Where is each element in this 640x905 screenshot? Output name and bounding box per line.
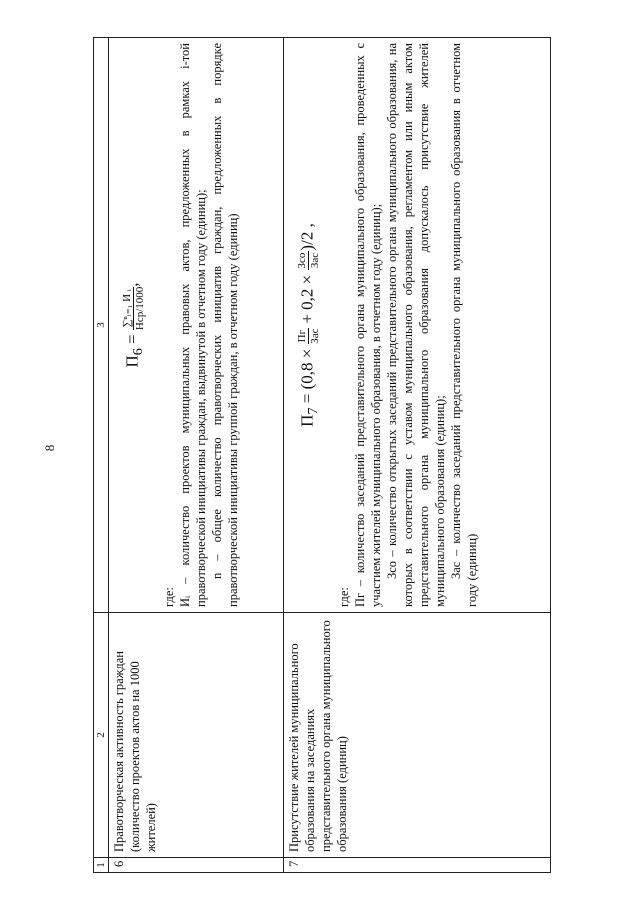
formula	[296, 43, 322, 607]
formula-fraction-2	[296, 251, 321, 271]
definition-item: Зсо – количество открытых заседаний представительного органа муниципального образования, на которых в соответствии с уставом муниципального образования, регламентом или иным актом представительного органа муниципального образования допускалось присутствие жителей муниципального образования (единиц);	[385, 43, 448, 607]
rotated-table-wrapper	[93, 37, 545, 873]
indicator-method	[284, 38, 551, 613]
where-label: где:	[337, 587, 352, 607]
header-col-3: 3	[94, 38, 109, 613]
formula-denominator: Зас	[309, 252, 322, 269]
formula-fraction-1	[296, 328, 321, 344]
formula-lhs-sub: 7	[304, 407, 321, 415]
indicator-method	[109, 38, 284, 613]
formula: $П_6$ = ∑ⁿᵢ₌₁ И ᵢ Нср/1000 ,	[121, 282, 147, 368]
formula-tail: )/2 ,	[297, 223, 317, 251]
formula-lhs-sub: 6	[129, 348, 146, 356]
table-row	[284, 38, 551, 873]
definition-item: n – общее количество правотворческих инициатив граждан, предложенных в порядке правотворческой инициативы группой граждан, в отчетном году (единиц)	[210, 43, 241, 607]
formula-numerator: ∑ⁿᵢ₌₁ И ᵢ	[121, 287, 134, 330]
formula-lhs: П	[297, 414, 317, 427]
header-col-1: 1	[94, 858, 109, 873]
formula-numerator: Пг	[296, 329, 309, 343]
row-number: 7	[284, 858, 551, 873]
definition-item: Зас – количество заседаний представительного органа муниципального образования в отчетном году (единиц)	[449, 43, 480, 607]
indicator-name: Присутствие жителей муниципального образования на заседаниях представительного органа муниципального образования (единиц)	[284, 613, 551, 858]
formula-denominator: Зас	[309, 328, 322, 344]
formula-denominator: Нср/1000	[134, 286, 147, 331]
formula-fraction	[121, 287, 146, 330]
header-col-2: 2	[94, 613, 109, 858]
definition-item: Иᵢ – количество проектов муниципальных правовых актов, предложенных в рамках i-той правотворческой инициативы граждан, выдвинутой в отчетном году (единиц);	[178, 43, 209, 607]
table-row	[109, 38, 284, 873]
definition-item: Пг – количество заседаний представительного органа муниципального образования, проведенных с участием жителей муниципального образования, в отчетном году (единиц);	[353, 43, 384, 607]
where-label: где:	[162, 587, 177, 607]
formula-numerator: Зсо	[296, 252, 309, 269]
formula-tail: ,	[122, 282, 142, 287]
page-number: 8	[42, 444, 57, 452]
row-number: 6	[109, 858, 284, 873]
formula-part1: = (0,8 ×	[297, 348, 317, 404]
formula-lhs: П	[122, 355, 142, 368]
table-header-row	[94, 38, 109, 873]
indicators-table	[93, 37, 551, 873]
formula-part2: + 0,2 ×	[297, 274, 317, 324]
indicator-name: Правотворческая активность граждан (количество проектов актов на 1000 жителей)	[109, 613, 284, 858]
